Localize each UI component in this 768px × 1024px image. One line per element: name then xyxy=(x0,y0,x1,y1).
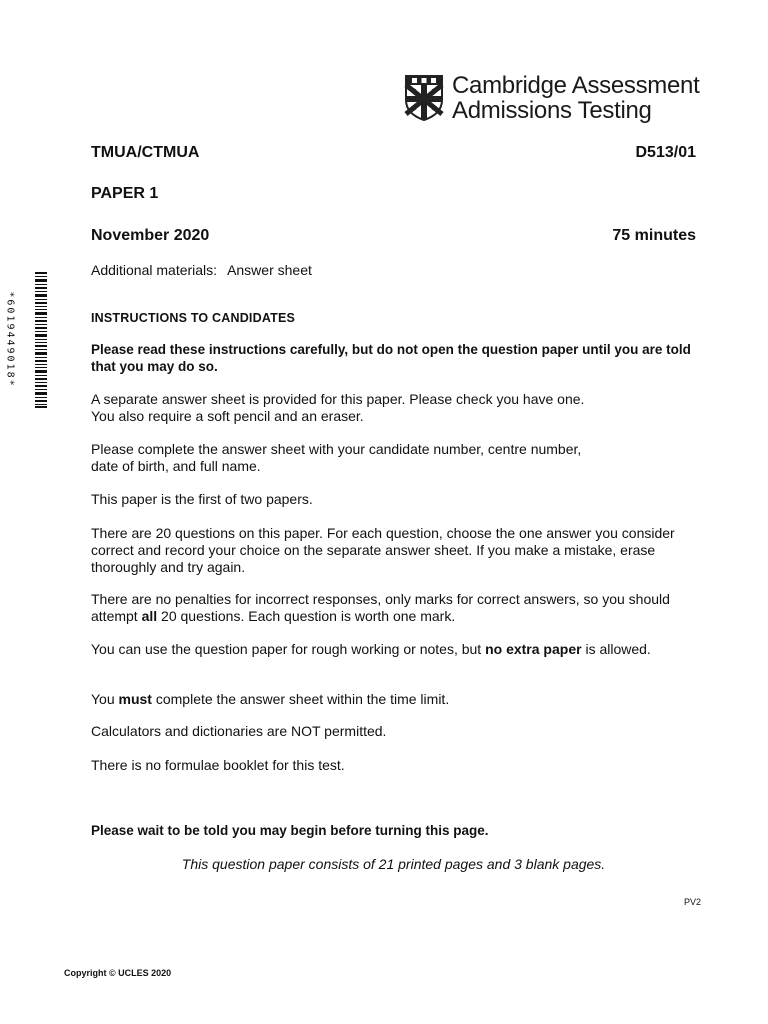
instruction-questions: There are 20 questions on this paper. For each question, choose the one answer you consider correct and record your choice on the separate answer sheet. If you make a mistake, erase thoroughly and try again. xyxy=(91,525,675,575)
instruction-rough-working: You can use the question paper for rough working or notes, but no extra paper is allowed. xyxy=(91,641,651,657)
header-row-paper xyxy=(91,185,696,203)
exam-date: November 2020 xyxy=(91,227,210,244)
barcode-number: *6019449018* xyxy=(4,291,16,388)
additional-materials xyxy=(91,262,312,278)
instruction-wait: Please wait to be told you may begin before turning this page. xyxy=(91,823,489,838)
instruction-first-paper: This paper is the first of two papers. xyxy=(91,491,313,507)
logo-subtitle: Admissions Testing xyxy=(452,97,652,124)
version-code: PV2 xyxy=(684,897,702,907)
exam-duration: 75 minutes xyxy=(612,227,696,244)
logo-title: Cambridge Assessment xyxy=(452,72,700,99)
instruction-answer-sheet: A separate answer sheet is provided for this paper. Please check you have one. You also require a soft pencil and an eraser. xyxy=(91,391,585,424)
instruction-calculators: Calculators and dictionaries are NOT permitted. xyxy=(91,723,387,739)
cambridge-crest-icon xyxy=(404,74,444,122)
instruction-read-carefully: Please read these instructions carefully, but do not open the question paper until you are told that you may do so. xyxy=(91,342,691,374)
instruction-complete-details: Please complete the answer sheet with your candidate number, centre number, date of birth, and full name. xyxy=(91,441,582,474)
paper-number: PAPER 1 xyxy=(91,185,159,202)
materials-label: Additional materials: xyxy=(91,262,218,278)
page-count-note: This question paper consists of 21 printed pages and 3 blank pages. xyxy=(181,856,606,872)
paper-code: D513/01 xyxy=(635,144,696,161)
instruction-penalties: There are no penalties for incorrect responses, only marks for correct answers, so you should attempt all 20 questions. Each question is worth one mark. xyxy=(91,591,670,624)
header-row-test xyxy=(91,144,696,162)
materials-value: Answer sheet xyxy=(227,262,312,278)
test-name: TMUA/CTMUA xyxy=(91,144,200,161)
instruction-formulae: There is no formulae booklet for this test. xyxy=(91,757,345,773)
barcode xyxy=(21,272,47,408)
copyright-notice: Copyright © UCLES 2020 xyxy=(64,968,172,978)
instructions-title: INSTRUCTIONS TO CANDIDATES xyxy=(91,311,296,325)
instruction-time-limit: You must complete the answer sheet within the time limit. xyxy=(91,691,450,707)
header-row-date xyxy=(91,227,696,245)
cambridge-logo xyxy=(404,74,699,124)
